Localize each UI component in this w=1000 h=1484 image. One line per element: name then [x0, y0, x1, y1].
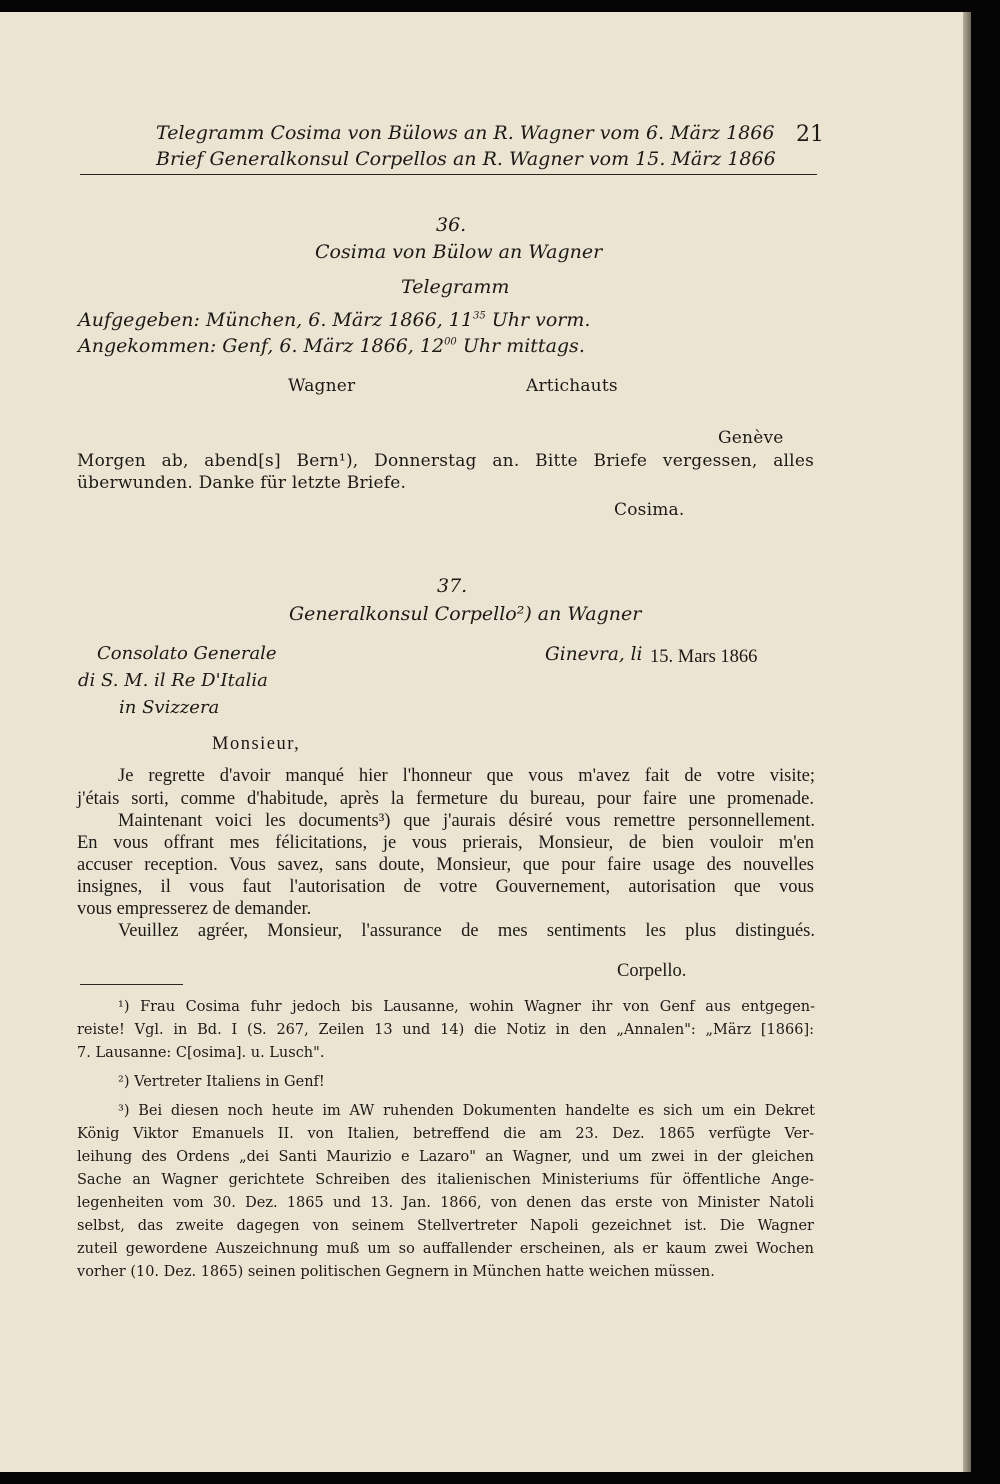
section-37-title: Generalkonsul Corpello²) an Wagner — [289, 603, 642, 625]
telegram-city: Genève — [718, 428, 784, 448]
footnote-1-line1: ¹) Frau Cosima fuhr jedoch bis Lausanne, wohin Wagner ihr von Genf aus entgegen- — [118, 999, 815, 1015]
running-header-line2: Brief Generalkonsul Corpellos an R. Wagner vom 15. März 1866 — [156, 148, 776, 170]
letter-line-3: Maintenant voici les documents³) que j'aurais désiré vous remettre personnellement. — [118, 811, 815, 831]
telegram-sent-line — [78, 309, 590, 331]
telegram-body-line1: Morgen ab, abend[s] Bern¹), Donnerstag an. Bitte Briefe vergessen, alles — [77, 451, 814, 471]
telegram-received-minutes: 00 — [444, 336, 457, 348]
page-edge — [963, 12, 971, 1472]
telegram-sent-minutes: 35 — [472, 310, 486, 322]
footnote-2: ²) Vertreter Italiens in Genf! — [118, 1074, 325, 1090]
telegram-sent-text: Aufgegeben: München, 6. März 1866, 11 — [78, 309, 473, 331]
letterhead-line1: Consolato Generale — [97, 643, 277, 664]
telegram-received-line — [78, 335, 585, 357]
telegram-received-text: Angekommen: Genf, 6. März 1866, 12 — [78, 335, 445, 357]
section-36-number: 36. — [436, 214, 467, 236]
footnote-3-line2: König Viktor Emanuels II. von Italien, betreffend die am 23. Dez. 1865 verfügte Ver- — [77, 1126, 814, 1142]
footnote-1-line2: reiste! Vgl. in Bd. I (S. 267, Zeilen 13 und 14) die Notiz in den „Annalen": „März [1866]: — [77, 1022, 814, 1038]
section-36-subtitle: Telegramm — [401, 276, 510, 298]
letterhead-line2: di S. M. il Re D'Italia — [78, 670, 268, 691]
header-rule — [80, 174, 817, 175]
letter-salutation: Monsieur, — [212, 734, 301, 754]
letter-signature: Corpello. — [617, 961, 687, 981]
letter-line-6: insignes, il vous faut l'autorisation de votre Gouvernement, autorisation que vous — [77, 877, 814, 897]
footnote-3-line7: zuteil gewordene Auszeichnung muß um so auffallender erscheinen, als er kaum zwei Wochen — [77, 1241, 814, 1257]
telegram-sent-end: Uhr vorm. — [485, 309, 591, 331]
section-37-number: 37. — [437, 575, 468, 597]
footnote-3-line6: selbst, das zweite dagegen von seinem Stellvertreter Napoli gezeichnet ist. Die Wagner — [77, 1218, 814, 1234]
running-header-line1: Telegramm Cosima von Bülows an R. Wagner vom 6. März 1866 — [156, 122, 775, 144]
letter-line-2: j'étais sorti, comme d'habitude, après la fermeture du bureau, pour faire une promenade. — [77, 789, 814, 809]
letter-place: Ginevra, li — [545, 644, 643, 665]
section-36-title: Cosima von Bülow an Wagner — [315, 241, 603, 263]
footnote-3-line5: legenheiten vom 30. Dez. 1865 und 13. Jan. 1866, von denen das erste von Minister Natoli — [77, 1195, 814, 1211]
letter-date: 15. Mars 1866 — [650, 647, 758, 667]
footnote-1-line3: 7. Lausanne: C[osima]. u. Lusch". — [77, 1045, 325, 1061]
footnote-3-line4: Sache an Wagner gerichtete Schreiben des italienischen Ministeriums für öffentliche Ange- — [77, 1172, 814, 1188]
letterhead-line3: in Svizzera — [119, 697, 220, 718]
telegram-received-end: Uhr mittags. — [456, 335, 585, 357]
footnote-rule — [80, 984, 183, 985]
footnote-3-line8: vorher (10. Dez. 1865) seinen politischen Gegnern in München hatte weichen müssen. — [77, 1264, 715, 1280]
telegram-addressee: Wagner — [288, 376, 356, 396]
telegram-body-line2: überwunden. Danke für letzte Briefe. — [77, 473, 407, 493]
page-number: 21 — [796, 122, 824, 147]
footnote-3-line3: leihung des Ordens „dei Santi Maurizio e Lazaro" an Wagner, und um zwei in der gleichen — [77, 1149, 814, 1165]
letter-line-4: En vous offrant mes félicitations, je vous prierais, Monsieur, de bien vouloir m'en — [77, 833, 814, 853]
telegram-address: Artichauts — [526, 376, 618, 396]
telegram-signature: Cosima. — [614, 500, 685, 520]
letter-line-1: Je regrette d'avoir manqué hier l'honneur que vous m'avez fait de votre visite; — [118, 766, 815, 786]
footnote-3-line1: ³) Bei diesen noch heute im AW ruhenden Dokumenten handelte es sich um ein Dekret — [118, 1103, 815, 1119]
letter-line-7: vous empresserez de demander. — [77, 899, 312, 919]
letter-line-8: Veuillez agréer, Monsieur, l'assurance de mes sentiments les plus distingués. — [118, 921, 815, 941]
letter-line-5: accuser reception. Vous savez, sans doute, Monsieur, que pour faire usage des nouvelles — [77, 855, 814, 875]
